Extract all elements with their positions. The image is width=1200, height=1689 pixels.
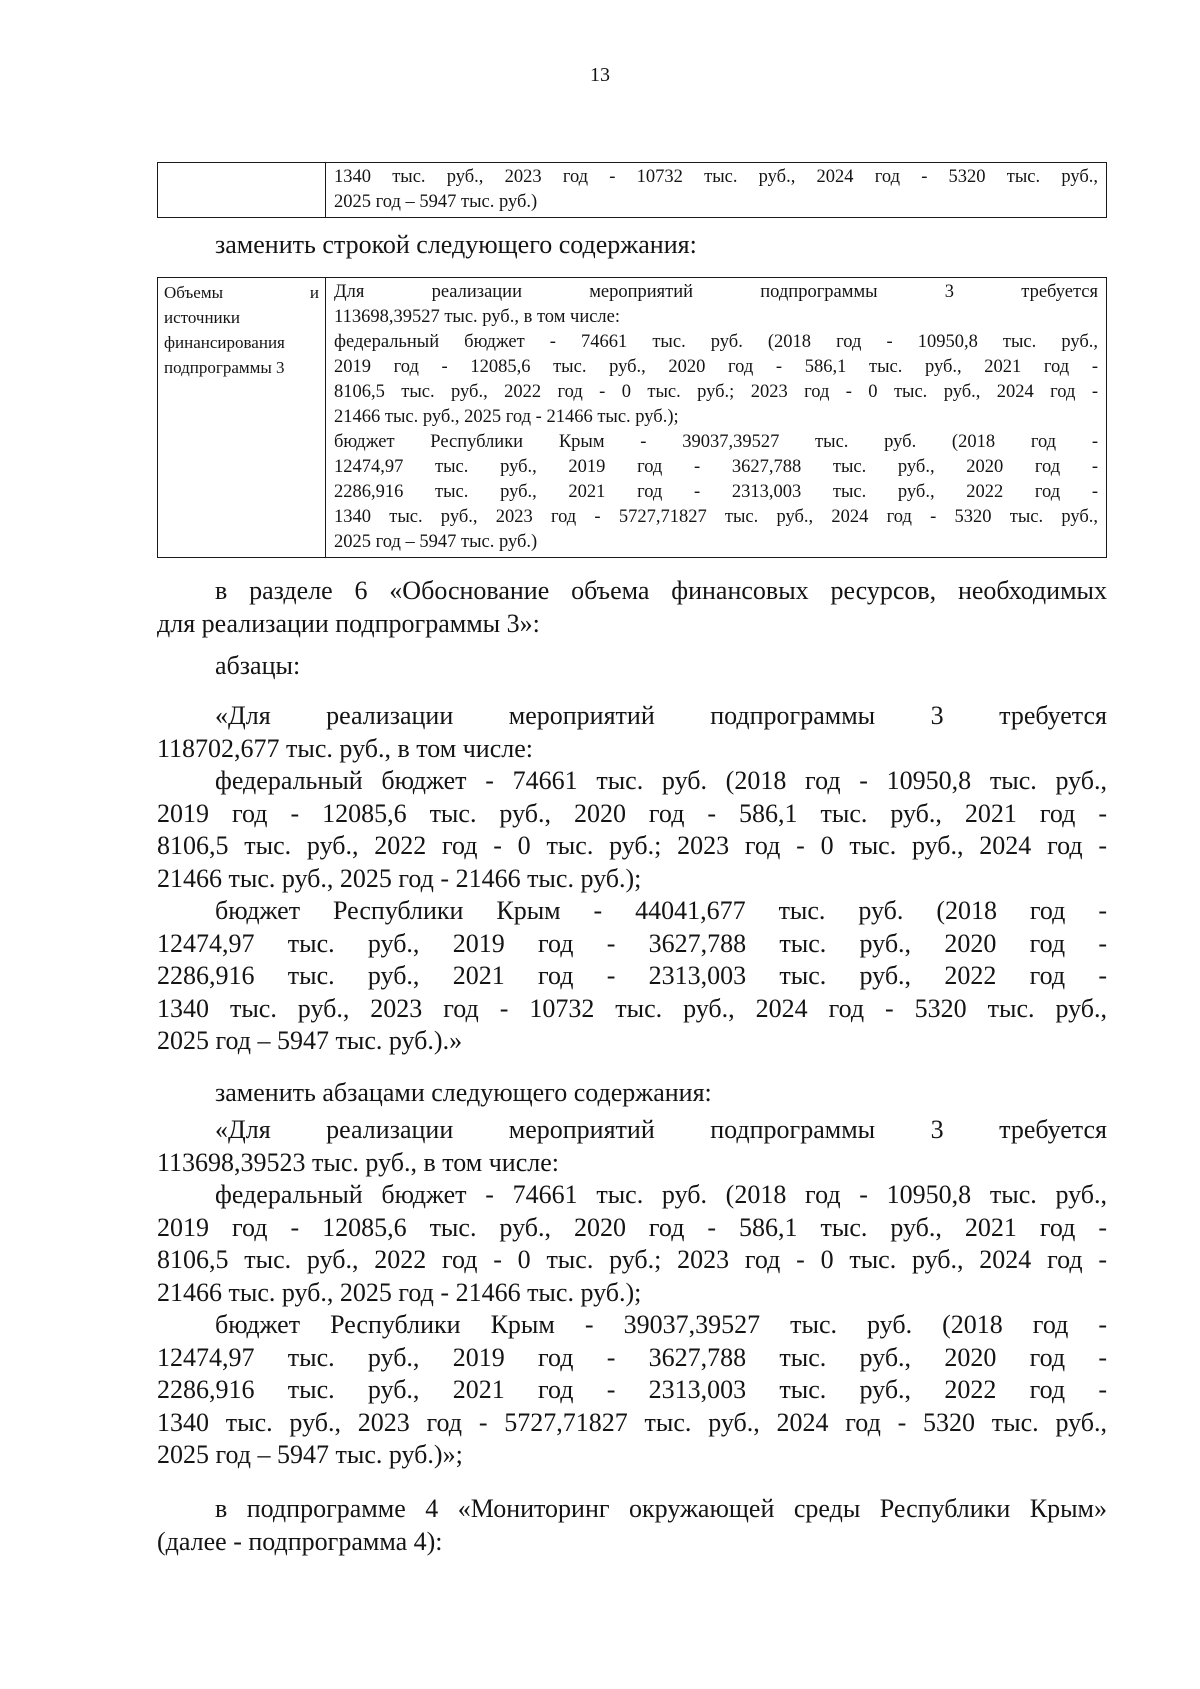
paragraph-line: «Для реализации мероприятий подпрограммы 3 требуется xyxy=(215,701,1107,730)
paragraph-line: в подпрограмме 4 «Мониторинг окружающей среды Республики Крым» xyxy=(215,1494,1107,1523)
table-line: федеральный бюджет - 74661 тыс. руб. (2018 год - 10950,8 тыс. руб., xyxy=(334,332,1098,352)
table-line: 21466 тыс. руб., 2025 год - 21466 тыс. руб.); xyxy=(334,407,679,427)
paragraph-line: (далее - подпрограмма 4): xyxy=(157,1526,443,1556)
paragraph-line: 21466 тыс. руб., 2025 год - 21466 тыс. руб.); xyxy=(157,863,642,893)
paragraph-line: 2019 год - 12085,6 тыс. руб., 2020 год - 586,1 тыс. руб., 2021 год - xyxy=(157,798,1107,828)
table-line: 12474,97 тыс. руб., 2019 год - 3627,788 тыс. руб., 2020 год - xyxy=(334,457,1098,477)
paragraph-line: 2025 год – 5947 тыс. руб.)»; xyxy=(157,1440,463,1469)
abzacy-label: абзацы: xyxy=(215,651,301,680)
subprogram4-paragraph xyxy=(157,1493,1107,1558)
replace-row-intro: заменить строкой следующего содержания: xyxy=(215,230,697,259)
table-continuation xyxy=(157,162,1107,218)
paragraph-line: «Для реализации мероприятий подпрограммы 3 требуется xyxy=(215,1115,1107,1144)
paragraph-line: федеральный бюджет - 74661 тыс. руб. (2018 год - 10950,8 тыс. руб., xyxy=(215,766,1107,795)
paragraph-line: 2025 год – 5947 тыс. руб.).» xyxy=(157,1026,463,1055)
paragraph-line: 8106,5 тыс. руб., 2022 год - 0 тыс. руб.; 2023 год - 0 тыс. руб., 2024 год - xyxy=(157,1245,1107,1274)
table-value-cell xyxy=(326,278,1107,558)
old-paragraphs xyxy=(157,700,1107,1058)
table-new-row xyxy=(157,277,1107,558)
paragraph-line: 1340 тыс. руб., 2023 год - 5727,71827 тыс. руб., 2024 год - 5320 тыс. руб., xyxy=(157,1407,1107,1437)
table-line: 2025 год – 5947 тыс. руб.) xyxy=(334,532,538,552)
table-line: Для реализации мероприятий подпрограммы 3 требуется xyxy=(334,282,1098,302)
table-label-cell xyxy=(158,278,326,558)
table-line: 1340 тыс. руб., 2023 год - 5727,71827 тыс. руб., 2024 год - 5320 тыс. руб., xyxy=(334,507,1098,527)
table-line: 2019 год - 12085,6 тыс. руб., 2020 год - 586,1 тыс. руб., 2021 год - xyxy=(334,357,1098,377)
table-row xyxy=(158,278,1107,558)
label-line: Объемы и xyxy=(164,283,319,302)
paragraph-line: в разделе 6 «Обоснование объема финансовых ресурсов, необходимых xyxy=(215,576,1107,605)
paragraph-line: федеральный бюджет - 74661 тыс. руб. (2018 год - 10950,8 тыс. руб., xyxy=(215,1180,1107,1209)
paragraph-line: 8106,5 тыс. руб., 2022 год - 0 тыс. руб.; 2023 год - 0 тыс. руб., 2024 год - xyxy=(157,831,1107,860)
table-line: 8106,5 тыс. руб., 2022 год - 0 тыс. руб.; 2023 год - 0 тыс. руб., 2024 год - xyxy=(334,382,1098,402)
page-number: 13 xyxy=(590,64,610,86)
paragraph-line: 2019 год - 12085,6 тыс. руб., 2020 год - 586,1 тыс. руб., 2021 год - xyxy=(157,1212,1107,1242)
section6-paragraph xyxy=(157,575,1107,640)
table-line: бюджет Республики Крым - 39037,39527 тыс. руб. (2018 год - xyxy=(334,432,1098,452)
table-value-cell xyxy=(326,163,1107,218)
label-line: источники xyxy=(164,308,241,327)
table-line: 113698,39527 тыс. руб., в том числе: xyxy=(334,307,621,327)
table-row xyxy=(158,163,1107,218)
paragraph-line: бюджет Республики Крым - 44041,677 тыс. руб. (2018 год - xyxy=(215,896,1107,925)
table-line: 2286,916 тыс. руб., 2021 год - 2313,003 тыс. руб., 2022 год - xyxy=(334,482,1098,502)
table-line: 1340 тыс. руб., 2023 год - 10732 тыс. руб., 2024 год - 5320 тыс. руб., xyxy=(334,167,1098,187)
new-paragraphs xyxy=(157,1114,1107,1472)
label-line: финансирования xyxy=(164,333,285,352)
paragraph-line: 1340 тыс. руб., 2023 год - 10732 тыс. руб., 2024 год - 5320 тыс. руб., xyxy=(157,993,1107,1023)
paragraph-line: 2286,916 тыс. руб., 2021 год - 2313,003 тыс. руб., 2022 год - xyxy=(157,1375,1107,1404)
paragraph-line: для реализации подпрограммы 3»: xyxy=(157,608,540,638)
paragraph-line: бюджет Республики Крым - 39037,39527 тыс. руб. (2018 год - xyxy=(215,1310,1107,1339)
paragraph-line: 2286,916 тыс. руб., 2021 год - 2313,003 тыс. руб., 2022 год - xyxy=(157,961,1107,990)
paragraph-line: 12474,97 тыс. руб., 2019 год - 3627,788 тыс. руб., 2020 год - xyxy=(157,928,1107,958)
paragraph-line: 12474,97 тыс. руб., 2019 год - 3627,788 тыс. руб., 2020 год - xyxy=(157,1342,1107,1372)
replace-paragraphs-intro: заменить абзацами следующего содержания: xyxy=(215,1078,712,1107)
paragraph-line: 118702,677 тыс. руб., в том числе: xyxy=(157,733,533,763)
label-line: подпрограммы 3 xyxy=(164,358,285,377)
table-line: 2025 год – 5947 тыс. руб.) xyxy=(334,192,538,212)
paragraph-line: 21466 тыс. руб., 2025 год - 21466 тыс. руб.); xyxy=(157,1277,642,1307)
paragraph-line: 113698,39523 тыс. руб., в том числе: xyxy=(157,1147,559,1177)
table-label-cell xyxy=(158,163,326,218)
